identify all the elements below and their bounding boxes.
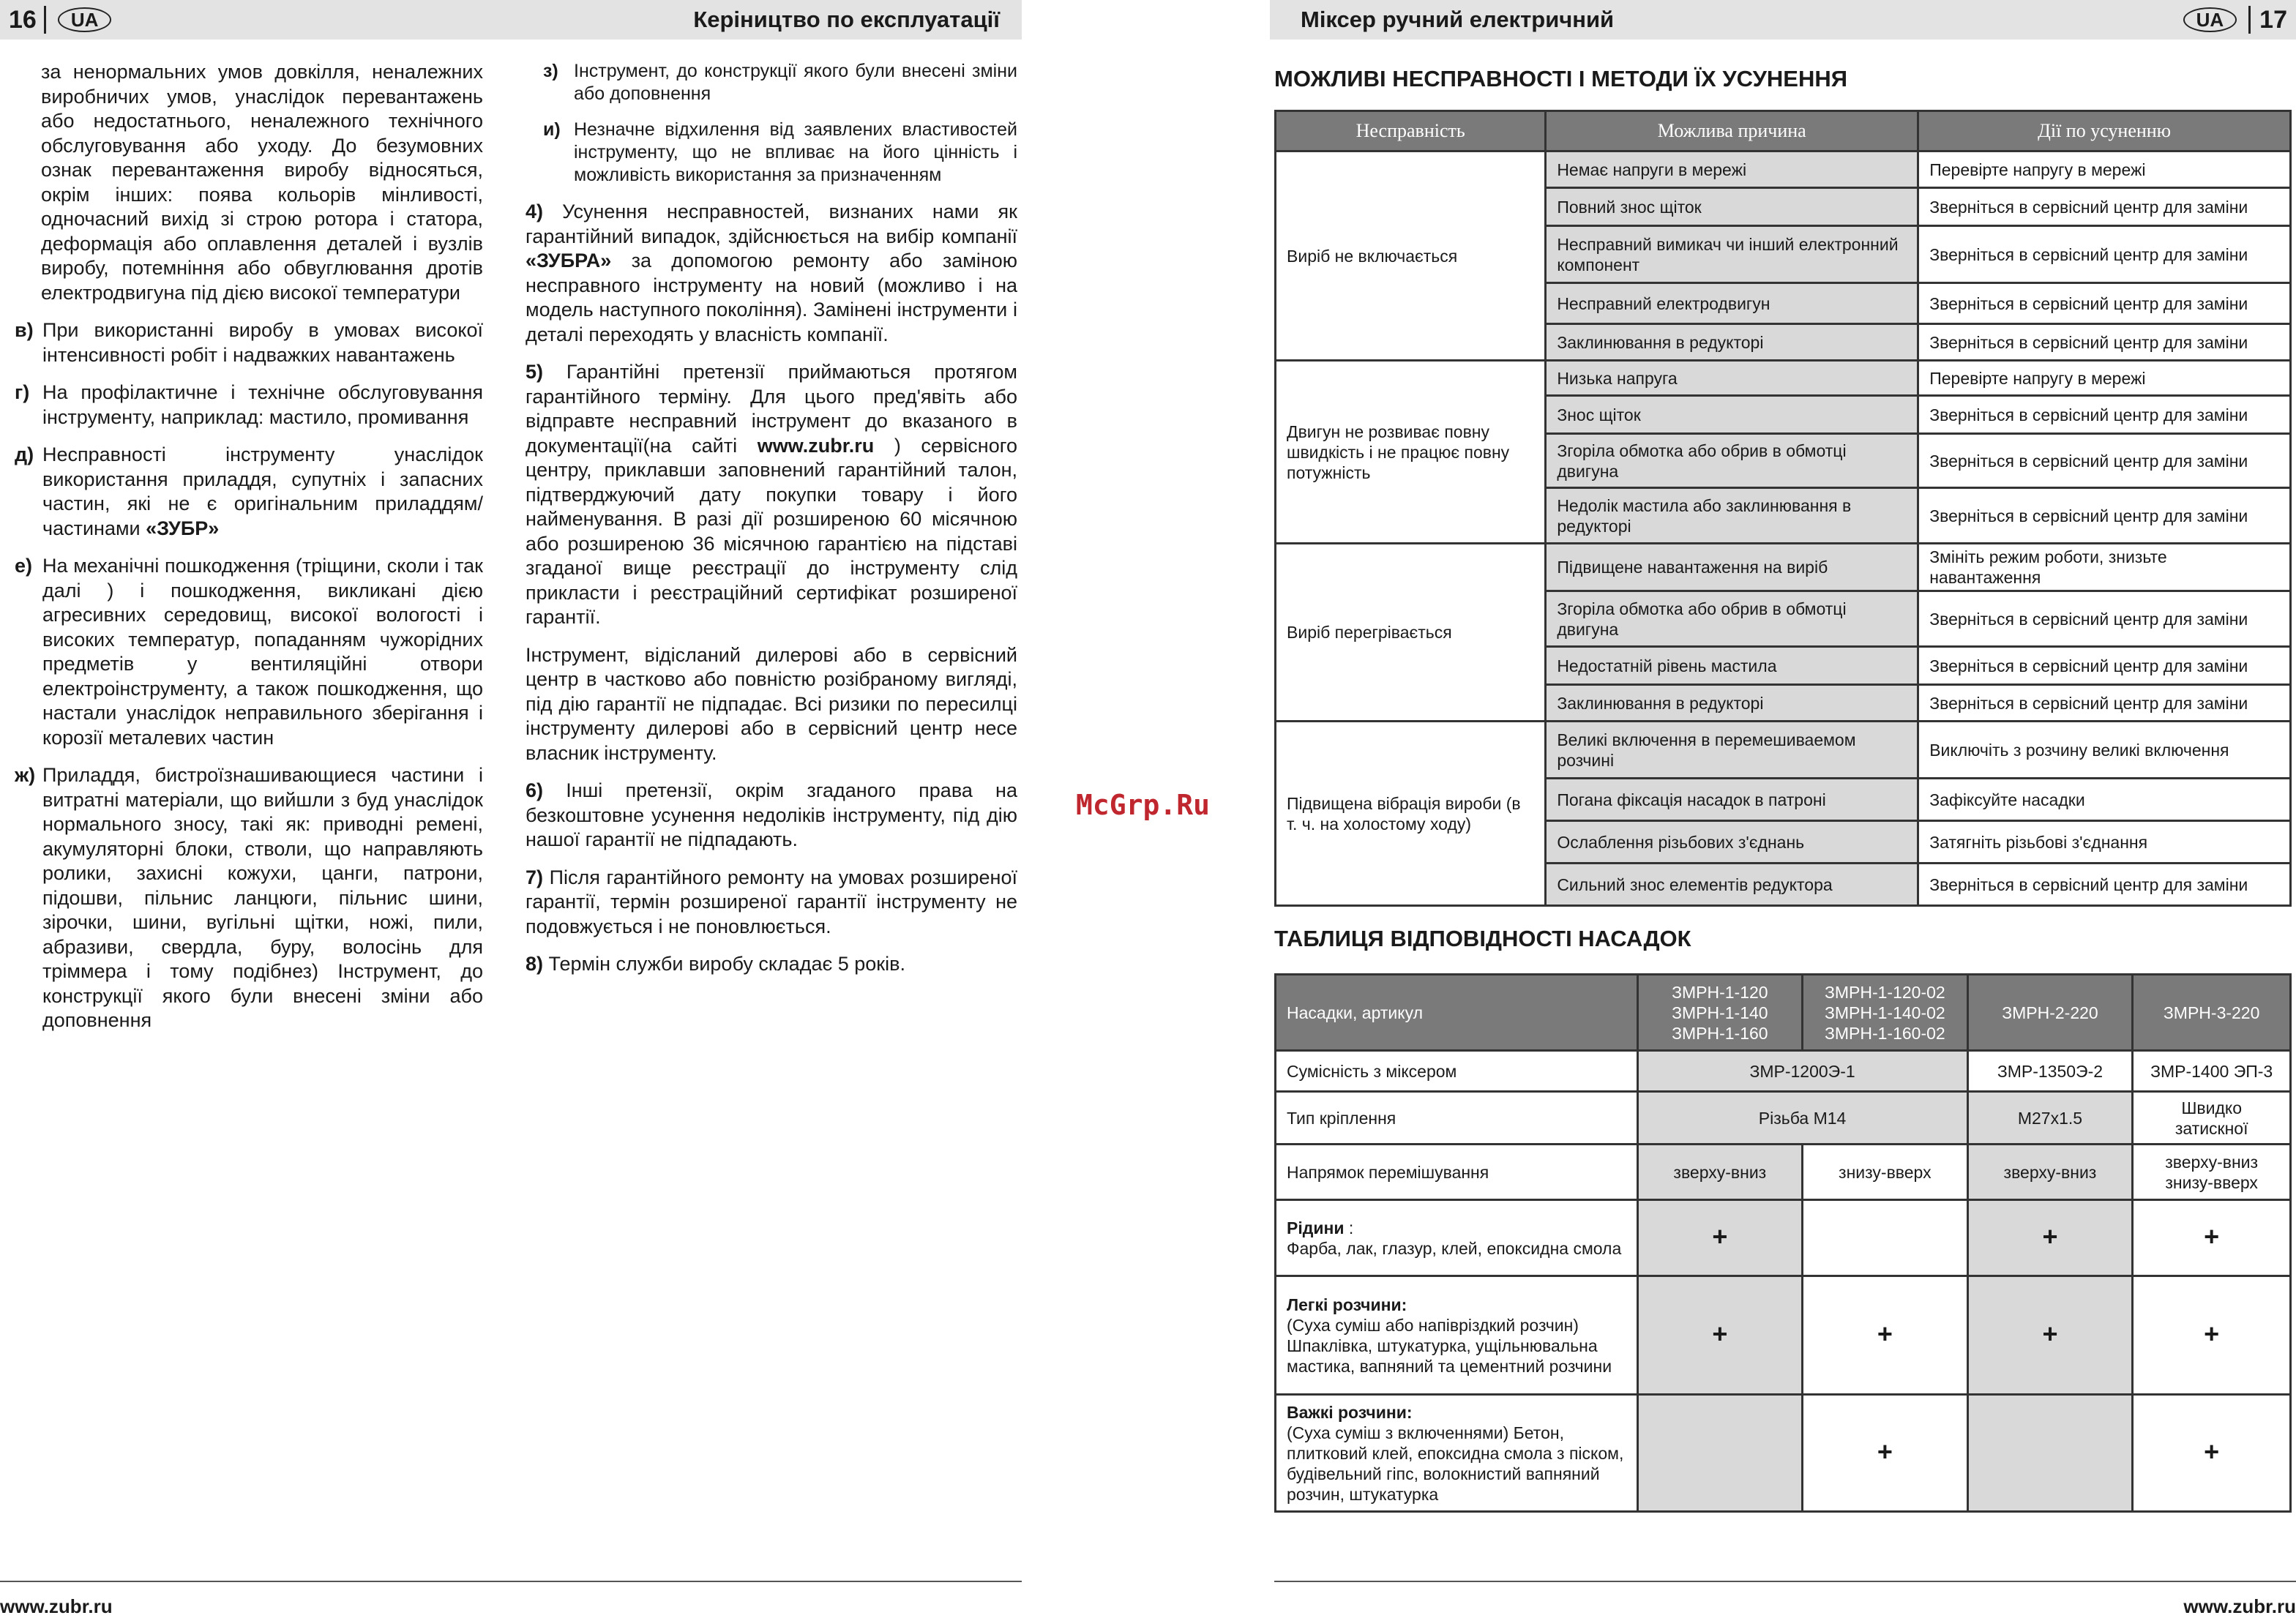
col-header-action: Дії по усуненню (1918, 111, 2291, 151)
compat-mark-cell (1803, 1395, 1968, 1512)
attachment-header-label: Насадки, артикул (1276, 975, 1638, 1051)
item-text: На профілактичне і технічне обслуговування інструменту, наприклад: мастило, промивання (42, 381, 483, 428)
col-header-fault: Несправність (1276, 111, 1546, 151)
item-label: г) (15, 381, 30, 403)
list-item (15, 318, 483, 367)
list-item (526, 119, 1017, 187)
section-title-attachments: ТАБЛИЦЯ ВІДПОВІДНОСТІ НАСАДОК (1274, 926, 1691, 951)
paragraph-number: 6) (526, 779, 544, 801)
plus-icon: + (1712, 1221, 1728, 1251)
paragraph-text: за допомогою ремонту або заміною несправного інструменту на новий (можливо і на модель наступного покоління). Замінені інструменти і деталі переходять у власність компанії. (526, 250, 1017, 345)
row-title-colon: : (1344, 1218, 1354, 1237)
action-cell: Затягніть різьбові з'єднання (1918, 821, 2291, 864)
compat-cell: ЗМР-1400 ЭП-3 (2133, 1051, 2291, 1092)
cause-cell: Заклинювання в редукторі (1546, 685, 1918, 722)
row-desc: (Суха суміш або напівріздкий розчин) Шпаклівка, штукатурка, ущільнювальна мастика, вапняний та цементний розчини (1287, 1315, 1612, 1376)
list-item (526, 60, 1017, 105)
brand-name: «ЗУБРА» (526, 250, 612, 271)
section-title-faults: МОЖЛИВІ НЕСПРАВНОСТІ І МЕТОДИ ЇХ УСУНЕННЯ (1274, 66, 1848, 91)
left-column-2 (526, 60, 1017, 990)
paragraph-text: Інші претензії, окрім згаданого права на безкоштовне усунення недоліків інструменту, під дію нашої гарантії не підпадають. (526, 779, 1017, 850)
article-header: ЗМРН-2-220 (1967, 975, 2133, 1051)
paragraph-8 (526, 952, 1017, 977)
cause-cell: Несправний електродвигун (1546, 283, 1918, 324)
mount-cell: Різьба М14 (1637, 1092, 1967, 1145)
cause-cell: Погана фіксація насадок в патроні (1546, 779, 1918, 821)
action-cell: Змініть режим роботи, знизьте навантаження (1918, 544, 2291, 591)
list-item (15, 554, 483, 750)
item-text: На механічні пошкодження (тріщини, сколи і так далі ) і пошкодження, викликані дією агресивних середовищ, високої вологості і високих температур, попаданням чужорідних предметів у вентиляційні отвори електроінструменту, а також пошкодження, що настали унаслідок неправильного зберігання і корозії металевих частин (42, 555, 483, 749)
paragraph-text: ) сервісного центру, приклавши заповнений гарантійний талон, підтверджуючий дату покупки товару і його найменування. В разі дії розширеною 60 місячною або розширеною 36 місячною гарантією на підставі згаданої вище реєстрації до інструменту слід прикласти і реєстраційний сертифікат розширеної гарантії. (526, 434, 1017, 628)
compat-mark-cell (1803, 1200, 1968, 1276)
table-row (1276, 1276, 2291, 1395)
compat-cell: ЗМР-1350Э-2 (1967, 1051, 2133, 1092)
compat-mark-cell (1637, 1276, 1803, 1395)
col-header-cause: Можлива причина (1546, 111, 1918, 151)
left-header-title: Керіництво по експлуатації (693, 7, 1000, 32)
page-number-right: 17 (2248, 6, 2296, 34)
row-label-heavy (1276, 1395, 1638, 1512)
mount-cell: М27х1.5 (1967, 1092, 2133, 1145)
action-cell: Зверніться в сервісний центр для заміни (1918, 647, 2291, 685)
item-text: Приладдя, бистроїзнашивающиеся частини і витратні матеріали, що вийшли з буд унаслідок нормального зносу, такі як: приводні ремені, акумуляторні блоки, стволи, що направляють ролики, захисні кожухи, цанги, патрони, підошви, пільнис ланцюги, пільнис шини, зірочки, шини, вугільні щітки, ножі, пили, абразиви, свердла, буру, волосінь для тріммера і тому подібнез) Інструмент, до конструкції якого були внесені зміни або доповнення (42, 764, 483, 1031)
left-header-bar (0, 0, 1022, 40)
item-label: з) (543, 61, 558, 81)
cause-cell: Недостатній рівень мастила (1546, 647, 1918, 685)
right-header-bar (1270, 0, 2296, 40)
action-cell: Зверніться в сервісний центр для заміни (1918, 396, 2291, 434)
action-cell: Зверніться в сервісний центр для заміни (1918, 434, 2291, 488)
cause-cell: Несправний вимикач чи інший електронний компонент (1546, 226, 1918, 283)
paragraph-extra: Інструмент, відісланий дилерові або в сервісний центр в частково або повністю розібраному вигляді, під дію гарантії не підпадає. Всі ризики по пересилці інструменту дилерові або в сервісний центр несе власник інструменту. (526, 643, 1017, 764)
footer-url-left[interactable]: www.zubr.ru (0, 1595, 113, 1617)
cause-cell: Недолік мастила або заклинювання в редукторі (1546, 488, 1918, 544)
row-title: Легкі розчини: (1287, 1295, 1407, 1314)
cause-cell: Низька напруга (1546, 361, 1918, 396)
left-page (0, 0, 1025, 1616)
table-row (1276, 1145, 2291, 1200)
table-row (1276, 361, 2291, 396)
paragraph-text: Після гарантійного ремонту на умовах розширеної гарантії, термін розширеної гарантії інструменту не подовжується і не поновлюється. (526, 866, 1017, 937)
compat-mark-cell (1637, 1395, 1803, 1512)
table-row (1276, 722, 2291, 779)
compat-mark-cell (1967, 1276, 2133, 1395)
compat-mark-cell (2133, 1200, 2291, 1276)
plus-icon: + (2042, 1221, 2058, 1251)
cause-cell: Ослаблення різьбових з'єднань (1546, 821, 1918, 864)
compat-mark-cell (1803, 1276, 1968, 1395)
plus-icon: + (2204, 1436, 2220, 1467)
row-label: Тип кріплення (1276, 1092, 1638, 1145)
plus-icon: + (2204, 1221, 2220, 1251)
compat-mark-cell (2133, 1395, 2291, 1512)
row-label: Напрямок перемішування (1276, 1145, 1638, 1200)
brand-name: «ЗУБР» (146, 517, 220, 539)
plus-icon: + (1712, 1318, 1728, 1349)
row-label: Сумісність з міксером (1276, 1051, 1638, 1092)
paragraph-4 (526, 200, 1017, 347)
direction-cell: зверху-вниз (1637, 1145, 1803, 1200)
table-row (1276, 544, 2291, 591)
paragraph-5 (526, 360, 1017, 630)
site-url: www.zubr.ru (757, 434, 875, 457)
item-label: в) (15, 319, 34, 341)
paragraph-number: 4) (526, 201, 544, 222)
paragraph-text: Термін служби виробу складає 5 років. (548, 953, 905, 975)
item-label: е) (15, 555, 33, 577)
item-label: ж) (15, 764, 36, 786)
item-label: и) (543, 119, 561, 140)
list-item (15, 381, 483, 430)
table-header-row (1276, 975, 2291, 1051)
row-desc: Фарба, лак, глазур, клей, епоксидна смола (1287, 1238, 1622, 1258)
item-text: При використанні виробу в умовах високої інтенсивності робіт і надважких навантажень (42, 319, 483, 366)
action-cell: Зверніться в сервісний центр для заміни (1918, 324, 2291, 361)
article-header: ЗМРН-1-120 ЗМРН-1-140 ЗМРН-1-160 (1637, 975, 1803, 1051)
action-cell: Зверніться в сервісний центр для заміни (1918, 488, 2291, 544)
fault-cell: Двигун не розвиває повну швидкість і не працює повну потужність (1276, 361, 1546, 544)
lang-badge-right: UA (2183, 7, 2237, 32)
compat-mark-cell (2133, 1276, 2291, 1395)
paragraph-text: Гарантійні претензії приймаються протягом гарантійного терміну. Для цього пред'явіть або відправте несправний інструмент до вказаного в документації(на сайті (526, 361, 1017, 457)
row-title: Рідини (1287, 1218, 1345, 1237)
table-row (1276, 1200, 2291, 1276)
item-text: Інструмент, до конструкції якого були внесені зміни або доповнення (574, 61, 1017, 104)
article-header: ЗМРН-3-220 (2133, 975, 2291, 1051)
paragraph-number: 5) (526, 361, 544, 383)
intro-paragraph: за ненормальних умов довкілля, неналежних виробничих умов, унаслідок перевантажень або недостатнього, неналежного технічного обслуговування або уходу. До безумовних ознак перевантаження виробу відносяться, окрім інших: поява кольорів мінливості, одночасний вихід зі строю ротора і статора, деформація або оплавлення деталей і вузлів виробу, потемніння або обвуглювання дротів електродвигуна під дією високої температури (41, 61, 483, 304)
cause-cell: Згоріла обмотка або обрив в обмотці двигуна (1546, 591, 1918, 647)
item-text-wrap (42, 443, 483, 541)
right-page (1270, 0, 2296, 1616)
footer-divider (0, 1581, 1022, 1582)
paragraph-text: Усунення несправностей, визнаних нами як гарантійний випадок, здійснюється на вибір компанії (526, 201, 1017, 247)
plus-icon: + (1877, 1436, 1893, 1467)
footer-url-right[interactable]: www.zubr.ru (2183, 1595, 2296, 1617)
direction-cell: зверху-вниз (1967, 1145, 2133, 1200)
cause-cell: Немає напруги в мережі (1546, 151, 1918, 188)
compat-mark-cell (1637, 1200, 1803, 1276)
action-cell: Зафіксуйте насадки (1918, 779, 2291, 821)
watermark: McGrp.Ru (1076, 789, 1211, 821)
right-header-title: Міксер ручний електричний (1301, 7, 1615, 32)
fault-cell: Виріб перегрівається (1276, 544, 1546, 722)
attachments-table (1274, 973, 2292, 1513)
action-cell: Зверніться в сервісний центр для заміни (1918, 685, 2291, 722)
table-row (1276, 1051, 2291, 1092)
item-text: Незначне відхилення від заявлених властивостей інструменту, що не впливає на його цінність і можливість використання за призначенням (574, 119, 1017, 185)
action-cell: Зверніться в сервісний центр для заміни (1918, 283, 2291, 324)
fault-cell: Підвищена вібрація вироби (в т. ч. на холостому ходу) (1276, 722, 1546, 906)
compat-mark-cell (1967, 1395, 2133, 1512)
action-cell: Перевірте напругу в мережі (1918, 361, 2291, 396)
action-cell: Зверніться в сервісний центр для заміни (1918, 591, 2291, 647)
paragraph-7 (526, 866, 1017, 940)
table-row (1276, 1092, 2291, 1145)
footer-divider (1274, 1581, 2296, 1582)
cause-cell: Повний знос щіток (1546, 188, 1918, 226)
cause-cell: Підвищене навантаження на виріб (1546, 544, 1918, 591)
cause-cell: Згоріла обмотка або обрив в обмотці двигуна (1546, 434, 1918, 488)
page-number-left: 16 (0, 6, 46, 34)
plus-icon: + (2042, 1318, 2058, 1349)
fault-cell: Виріб не включається (1276, 151, 1546, 361)
item-text: Несправності інструменту унаслідок використання приладдя, супутніх і запасних частин, які не є оригінальним приладдям/частинами (42, 443, 483, 539)
table-header-row (1276, 111, 2291, 151)
compat-cell: ЗМР-1200Э-1 (1637, 1051, 1967, 1092)
row-title: Важкі розчини: (1287, 1402, 1413, 1422)
action-cell: Перевірте напругу в мережі (1918, 151, 2291, 188)
paragraph-number: 7) (526, 866, 544, 888)
cause-cell: Сильний знос елементів редуктора (1546, 864, 1918, 906)
plus-icon: + (2204, 1318, 2220, 1349)
list-item (15, 443, 483, 541)
row-label-liquids (1276, 1200, 1638, 1276)
compat-mark-cell (1967, 1200, 2133, 1276)
action-cell: Зверніться в сервісний центр для заміни (1918, 226, 2291, 283)
cause-cell: Знос щіток (1546, 396, 1918, 434)
paragraph-6 (526, 779, 1017, 853)
direction-cell: зверху-вниз знизу-вверх (2133, 1145, 2291, 1200)
cause-cell: Заклинювання в редукторі (1546, 324, 1918, 361)
action-cell: Виключіть з розчину великі включення (1918, 722, 2291, 779)
article-header: ЗМРН-1-120-02 ЗМРН-1-140-02 ЗМРН-1-160-02 (1803, 975, 1968, 1051)
left-column-1 (15, 60, 483, 1046)
table-row (1276, 151, 2291, 188)
action-cell: Зверніться в сервісний центр для заміни (1918, 188, 2291, 226)
lang-badge-left: UA (58, 7, 112, 32)
item-label: д) (15, 443, 34, 465)
list-item (15, 763, 483, 1033)
mount-cell: Швидко затискної (2133, 1092, 2291, 1145)
plus-icon: + (1877, 1318, 1893, 1349)
faults-table (1274, 110, 2292, 907)
row-label-light (1276, 1276, 1638, 1395)
row-desc: (Суха суміш з включеннями) Бетон, плитковий клей, епоксидна смола з піском, будівельний гіпс, волокнистий вапняний розчин, штукатурка (1287, 1423, 1624, 1504)
direction-cell: знизу-вверх (1803, 1145, 1968, 1200)
action-cell: Зверніться в сервісний центр для заміни (1918, 864, 2291, 906)
cause-cell: Великі включення в перемешиваемом розчині (1546, 722, 1918, 779)
table-row (1276, 1395, 2291, 1512)
paragraph-number: 8) (526, 953, 544, 975)
